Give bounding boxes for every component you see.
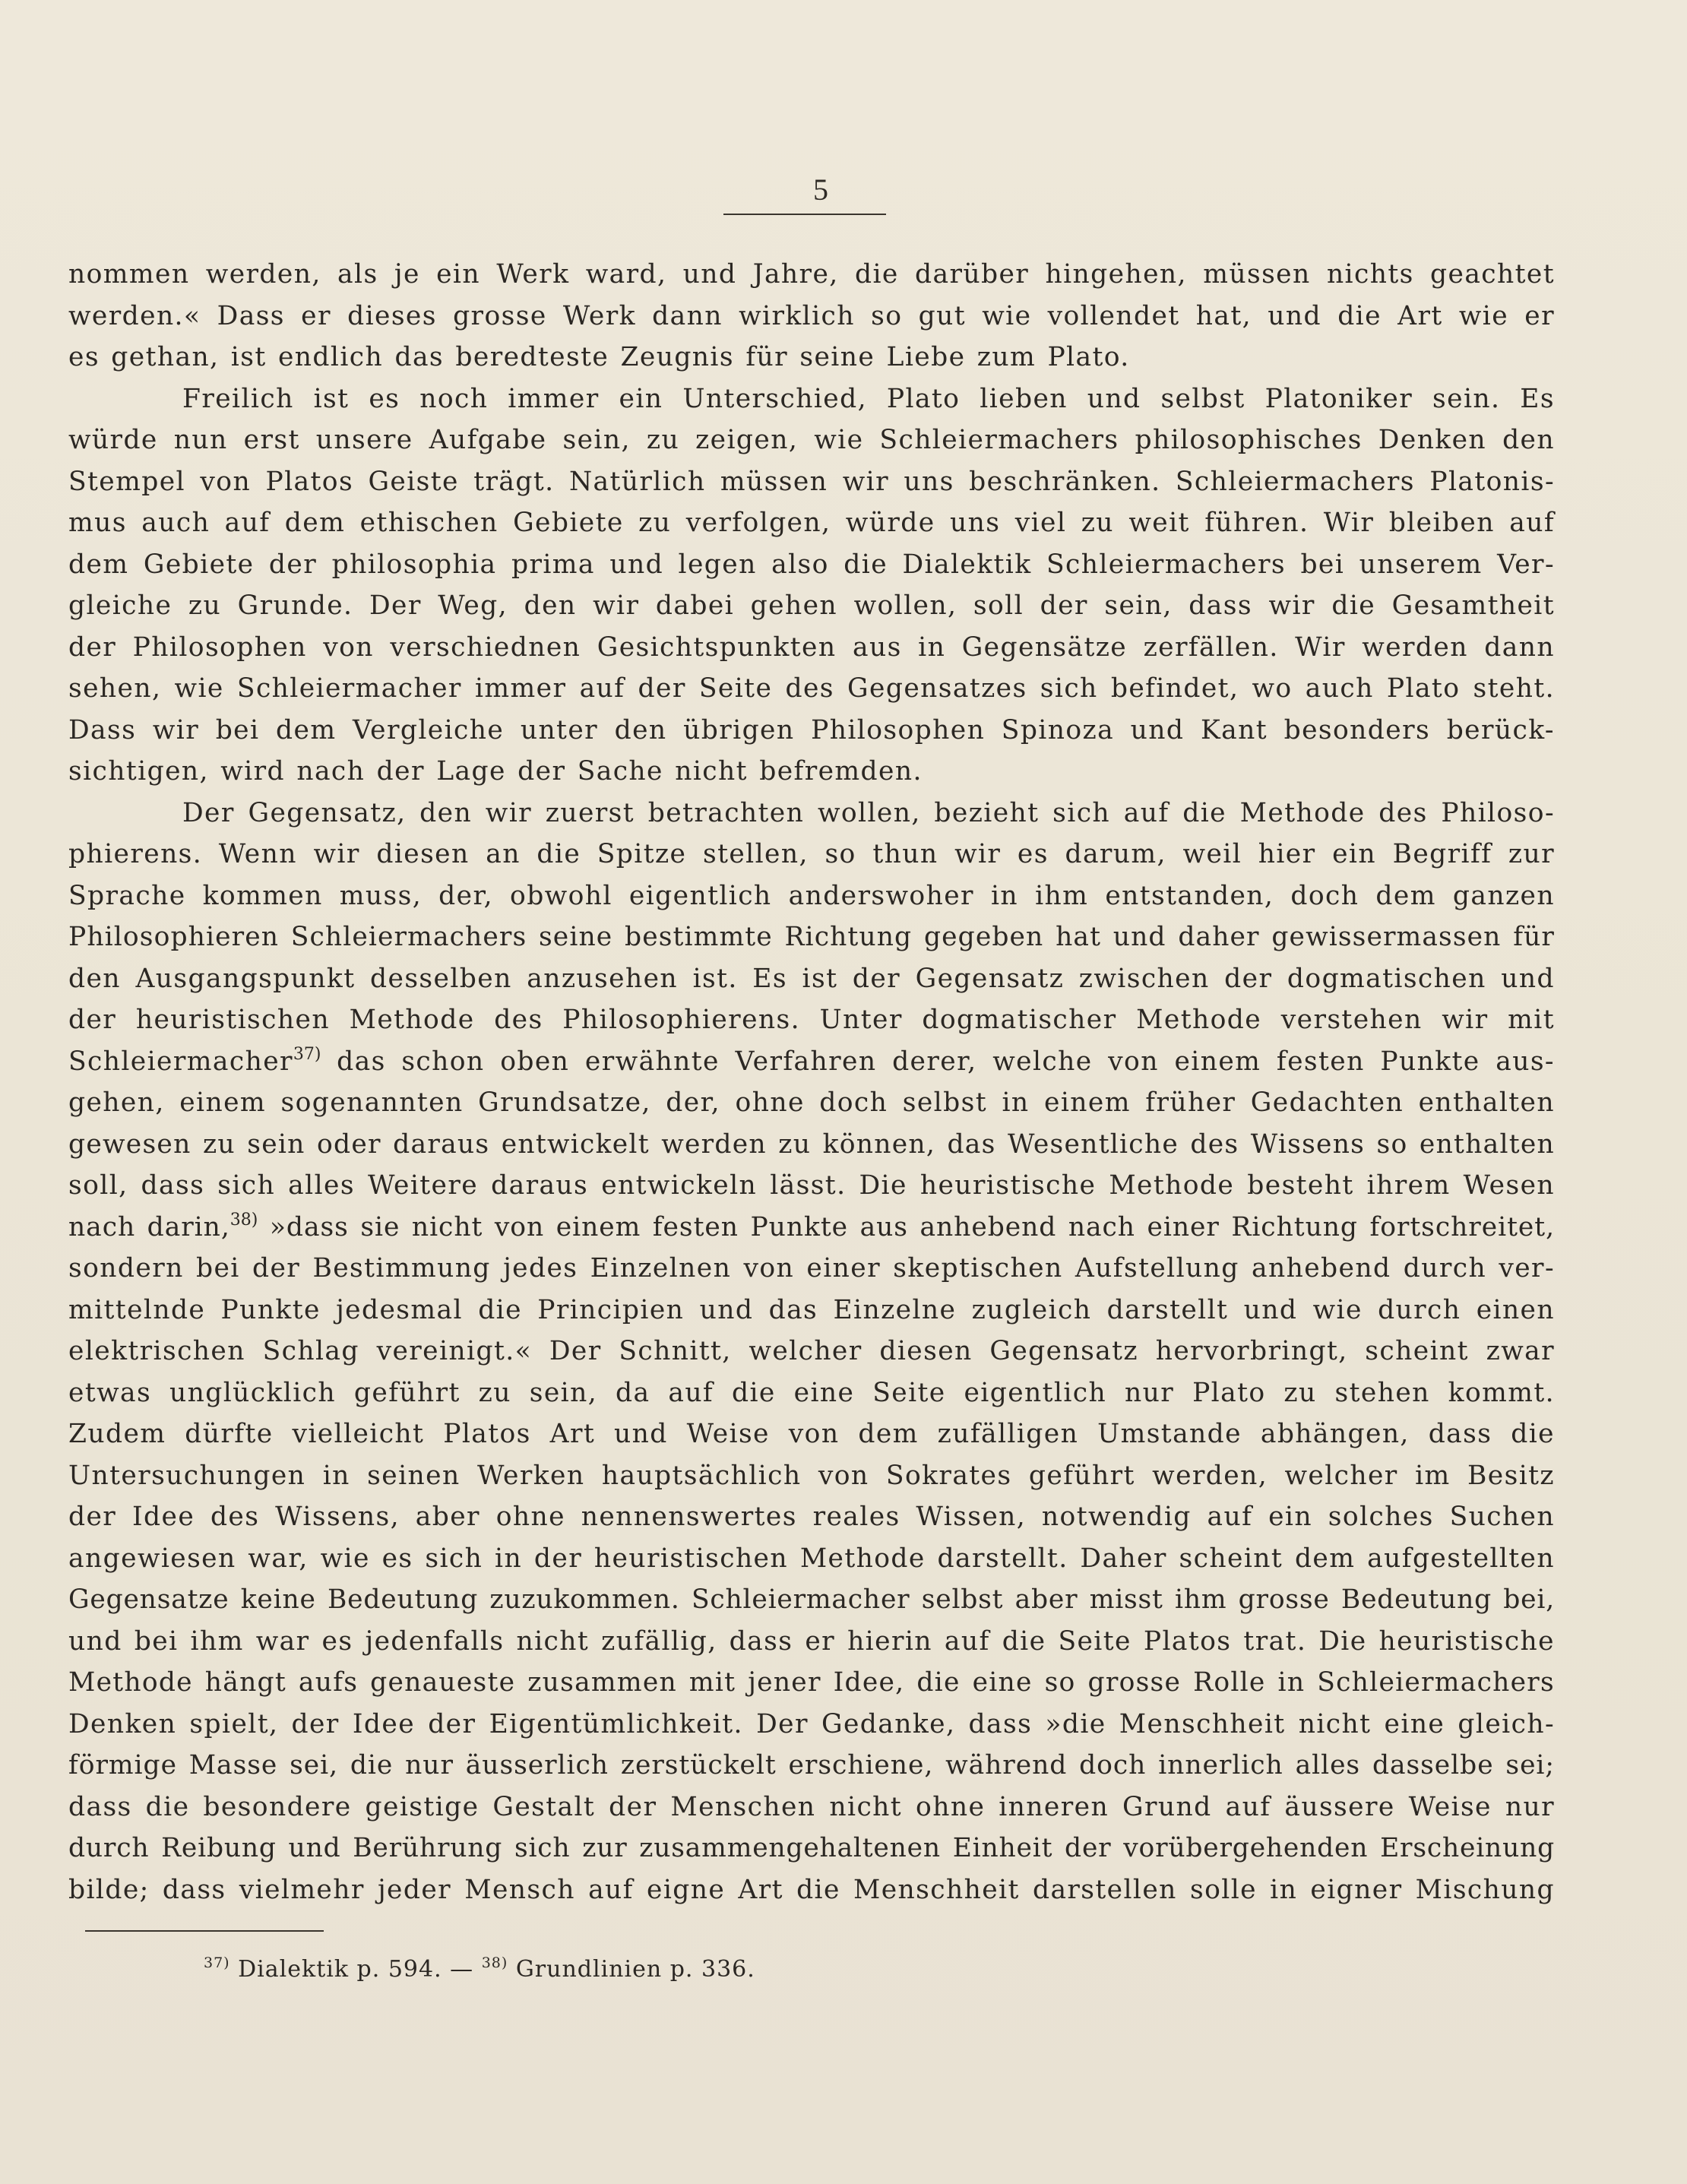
text-line-content: Untersuchungen in seinen Werken hauptsächlich von Sokrates geführt werden, welcher im Besitz: [68, 1460, 1555, 1491]
text-line: [68, 751, 1555, 793]
text-line: [68, 1787, 1555, 1828]
text-line-content: Gegensatze keine Bedeutung zuzukommen. Schleiermacher selbst aber misst ihm grosse Bedeutung bei,: [68, 1584, 1555, 1615]
footnote-37-marker: 37): [204, 1955, 230, 1971]
text-line-content: Zudem dürfte vielleicht Platos Art und Weise von dem zufälligen Umstande abhängen, dass die: [68, 1419, 1555, 1449]
text-line-content: es gethan, ist endlich das beredteste Zeugnis für seine Liebe zum Plato.: [68, 342, 1130, 372]
text-line: [68, 1248, 1555, 1290]
text-line-content: etwas unglücklich geführt zu sein, da auf die eine Seite eigentlich nur Plato zu stehen kommt.: [68, 1377, 1555, 1408]
text-line: [68, 1828, 1555, 1869]
footnote-38-marker: 38): [481, 1955, 508, 1971]
text-line-content: förmige Masse sei, die nur äusserlich zerstückelt erschiene, während doch innerlich alles dasselbe sei;: [68, 1750, 1555, 1780]
text-line-content: soll, dass sich alles Weitere daraus entwickeln lässt. Die heuristische Methode besteht ihrem Wesen: [68, 1170, 1555, 1201]
text-line-content: den Ausgangspunkt desselben anzusehen ist. Es ist der Gegensatz zwischen der dogmatischen und: [68, 963, 1555, 994]
text-line-content: bilde; dass vielmehr jeder Mensch auf eigne Art die Menschheit darstellen solle in eigner Mischung: [68, 1874, 1555, 1905]
text-line-continuation: das schon oben erwähnte Verfahren derer, welche von einem festen Punkte aus-: [321, 1046, 1555, 1077]
text-line: [68, 1869, 1555, 1911]
text-line: [68, 254, 1555, 296]
text-line: [68, 1496, 1555, 1538]
text-line: [68, 1207, 1555, 1249]
text-line-content: elektrischen Schlag vereinigt.« Der Schnitt, welcher diesen Gegensatz hervorbringt, scheint zwar: [68, 1336, 1555, 1366]
text-line-content: dem Gebiete der philosophia prima und legen also die Dialektik Schleiermachers bei unserem Ver-: [68, 549, 1555, 580]
text-line-content: sondern bei der Bestimmung jedes Einzelnen von einer skeptischen Aufstellung anhebend durch ver-: [68, 1253, 1555, 1283]
text-line: [68, 1704, 1555, 1746]
text-line: [68, 668, 1555, 710]
page-number: 5: [813, 173, 828, 207]
text-line-content: nach darin,: [68, 1211, 230, 1242]
text-line-content: gehen, einem sogenannten Grundsatze, der, ohne doch selbst in einem früher Gedachten enthalten: [68, 1087, 1555, 1118]
text-line: [68, 296, 1555, 337]
footnotes: [204, 1955, 755, 1985]
text-line-content: Methode hängt aufs genaueste zusammen mit jener Idee, die eine so grosse Rolle in Schleiermachers: [68, 1667, 1555, 1698]
text-line-content: Freilich ist es noch immer ein Unterschied, Plato lieben und selbst Platoniker sein. Es: [182, 383, 1555, 414]
text-line: [68, 834, 1555, 875]
text-line-content: Schleiermacher: [68, 1046, 293, 1077]
text-line: [68, 378, 1555, 420]
footnote-reference: 37): [293, 1044, 321, 1064]
text-line: [68, 337, 1555, 378]
text-line: [68, 1745, 1555, 1787]
text-line-content: würde nun erst unsere Aufgabe sein, zu zeigen, wie Schleiermachers philosophisches Denken den: [68, 425, 1555, 455]
text-line: [68, 1621, 1555, 1663]
text-line: [68, 793, 1555, 834]
text-line: [68, 1082, 1555, 1124]
text-line-content: Denken spielt, der Idee der Eigentümlichkeit. Der Gedanke, dass »die Menschheit nicht eine gleich-: [68, 1708, 1555, 1739]
text-line: [68, 916, 1555, 958]
footnote-reference: 38): [229, 1210, 258, 1230]
text-line: [68, 1579, 1555, 1621]
text-line-content: Der Gegensatz, den wir zuerst betrachten wollen, bezieht sich auf die Methode des Philoso-: [182, 797, 1555, 828]
text-line-content: mittelnde Punkte jedesmal die Principien und das Einzelne zugleich darstellt und wie durch einen: [68, 1294, 1555, 1325]
text-line-content: phierens. Wenn wir diesen an die Spitze stellen, so thun wir es darum, weil hier ein Begriff zur: [68, 839, 1555, 869]
footnote-37-text: Dialektik p. 594. —: [229, 1956, 482, 1983]
text-line: [68, 710, 1555, 752]
text-line: [68, 585, 1555, 627]
text-line-content: Dass wir bei dem Vergleiche unter den übrigen Philosophen Spinoza und Kant besonders berück-: [68, 714, 1555, 745]
text-line-content: sichtigen, wird nach der Lage der Sache nicht befremden.: [68, 756, 923, 787]
text-line-content: der heuristischen Methode des Philosophierens. Unter dogmatischer Methode verstehen wir mit: [68, 1005, 1555, 1035]
text-line-content: dass die besondere geistige Gestalt der Menschen nicht ohne inneren Grund auf äussere Weise nur: [68, 1791, 1555, 1822]
text-line: [68, 1662, 1555, 1704]
text-line: [68, 1290, 1555, 1331]
text-line-content: gleiche zu Grunde. Der Weg, den wir dabei gehen wollen, soll der sein, dass wir die Gesamtheit: [68, 590, 1555, 621]
text-line-content: mus auch auf dem ethischen Gebiete zu verfolgen, würde uns viel zu weit führen. Wir bleiben auf: [68, 508, 1555, 538]
text-line: [68, 1041, 1555, 1083]
text-line: [68, 1165, 1555, 1207]
text-line-content: und bei ihm war es jedenfalls nicht zufällig, dass er hierin auf die Seite Platos trat. Die heuristische: [68, 1625, 1555, 1657]
text-line: [68, 1455, 1555, 1497]
text-line-content: der Philosophen von verschiednen Gesichtspunkten aus in Gegensätze zerfällen. Wir werden dann: [68, 631, 1555, 663]
text-line-content: der Idee des Wissens, aber ohne nennenswertes reales Wissen, notwendig auf ein solches Suchen: [68, 1502, 1555, 1532]
text-line: [68, 544, 1555, 586]
text-line-content: nommen werden, als je ein Werk ward, und Jahre, die darüber hingehen, müssen nichts geachtet: [68, 259, 1555, 290]
footnote-rule: [85, 1930, 324, 1932]
footnote-38-text: Grundlinien p. 336.: [508, 1956, 755, 1983]
text-line: [68, 1124, 1555, 1166]
text-line-content: durch Reibung und Berührung sich zur zusammengehaltenen Einheit der vorübergehenden Erscheinung: [68, 1833, 1555, 1863]
text-line-content: sehen, wie Schleiermacher immer auf der Seite des Gegensatzes sich befindet, wo auch Plato steht.: [68, 673, 1555, 704]
header-rule: [723, 214, 886, 215]
text-line: [68, 958, 1555, 1000]
text-line-content: Sprache kommen muss, der, obwohl eigentlich anderswoher in ihm entstanden, doch dem ganzen: [68, 880, 1555, 911]
text-line: [68, 1538, 1555, 1580]
text-line: [68, 502, 1555, 544]
text-line-content: werden.« Dass er dieses grosse Werk dann wirklich so gut wie vollendet hat, und die Art wie er: [68, 300, 1555, 331]
text-line-content: gewesen zu sein oder daraus entwickelt werden zu können, das Wesentliche des Wissens so enthalten: [68, 1128, 1555, 1160]
text-line: [68, 1331, 1555, 1372]
text-line: [68, 419, 1555, 461]
body-text: [68, 254, 1555, 1910]
text-line: [68, 627, 1555, 669]
text-line-content: Philosophieren Schleiermachers seine bestimmte Richtung gegeben hat und daher gewissermassen für: [68, 922, 1555, 952]
text-line: [68, 461, 1555, 503]
text-line: [68, 875, 1555, 917]
text-line-continuation: »dass sie nicht von einem festen Punkte aus anhebend nach einer Richtung fortschreitet,: [258, 1211, 1555, 1242]
text-line: [68, 999, 1555, 1041]
text-line: [68, 1372, 1555, 1414]
text-line: [68, 1413, 1555, 1455]
text-line-content: Stempel von Platos Geiste trägt. Natürlich müssen wir uns beschränken. Schleiermachers Platonis-: [68, 466, 1555, 497]
text-line-content: angewiesen war, wie es sich in der heuristischen Methode darstellt. Daher scheint dem aufgestellten: [68, 1543, 1555, 1574]
